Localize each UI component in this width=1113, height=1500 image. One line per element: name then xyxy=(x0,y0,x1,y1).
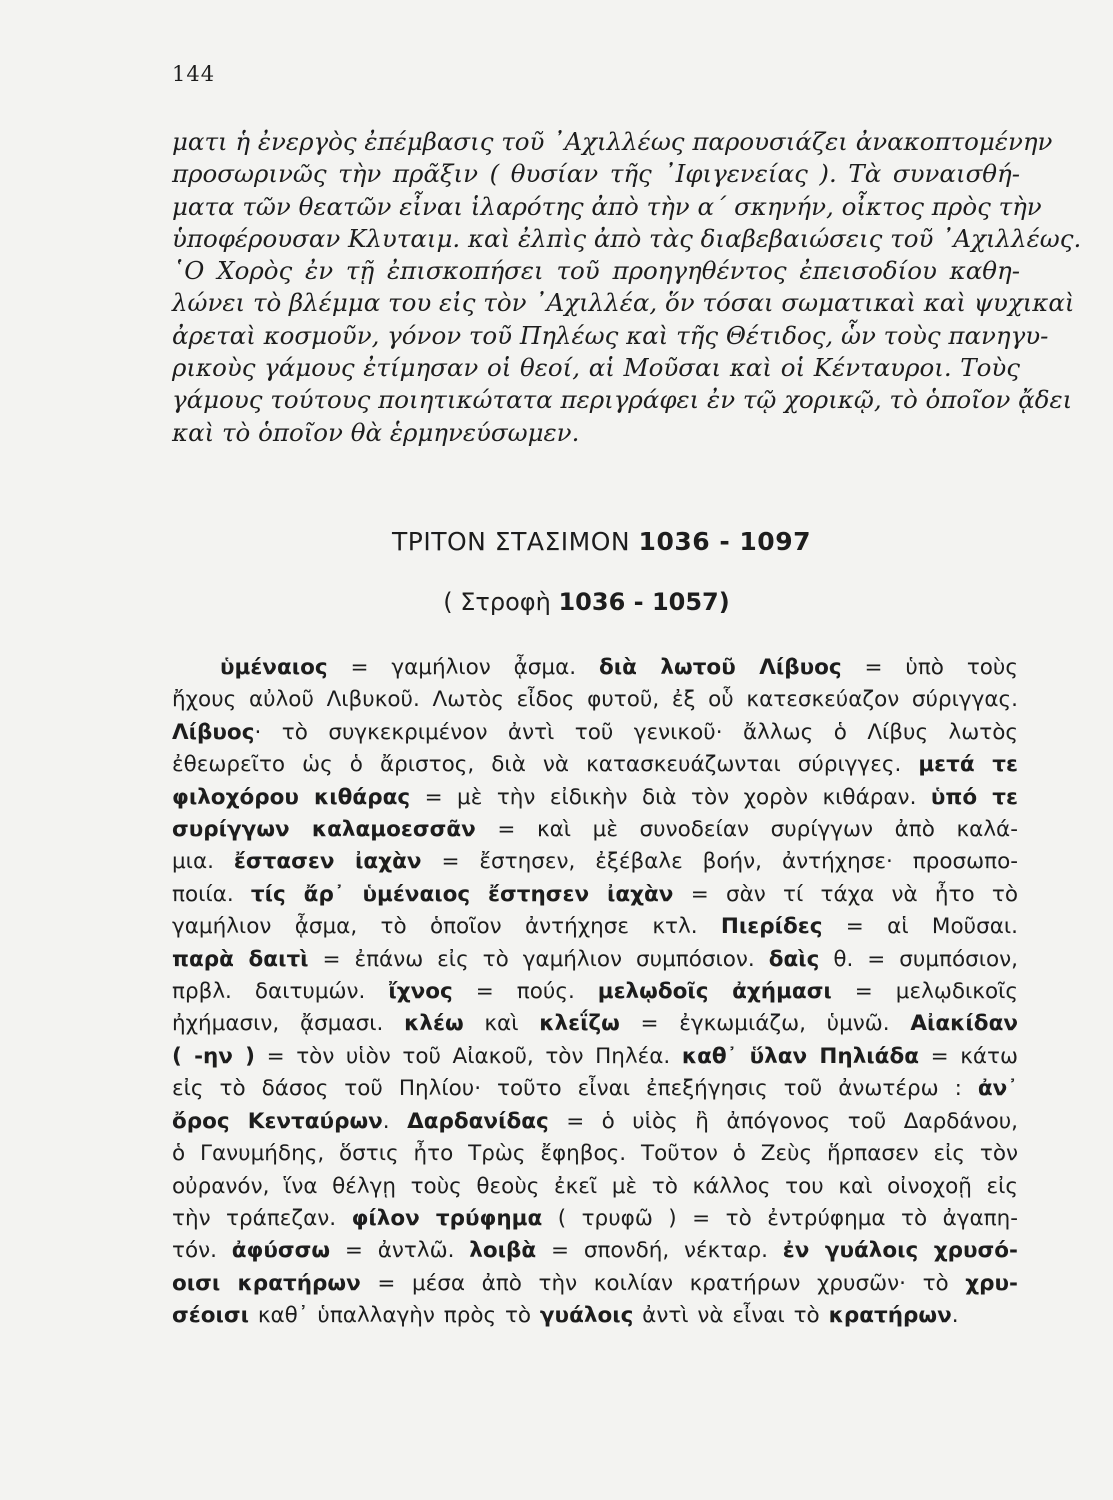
gloss-text: ( τρυφῶ ) = τὸ ἐντρύφημα τὸ ἀγαπη- xyxy=(542,1205,1018,1231)
commentary-line xyxy=(172,976,1018,1008)
commentary-line xyxy=(172,911,1018,943)
commentary-line xyxy=(172,1203,1018,1235)
commentary-line xyxy=(172,684,1018,716)
lemma: κλεΐζω xyxy=(539,1011,620,1037)
commentary-line xyxy=(172,1268,1018,1300)
gloss-text: τὴν τράπεζαν. xyxy=(172,1205,352,1231)
lemma: φίλον τρύφημα xyxy=(351,1205,543,1231)
lemma: Δαρδανίδας xyxy=(407,1108,549,1134)
gloss-text: = σπονδή, νέκταρ. xyxy=(536,1238,783,1264)
gloss-text: = σὰν τί τάχα νὰ ἦτο τὸ xyxy=(673,881,1018,907)
lemma: Αἰακίδαν xyxy=(910,1011,1018,1037)
intro-line: ρικοὺς γάμους ἐτίμησαν οἱ θεοί, αἱ Μοῦσαι καὶ οἱ Κένταυροι. Τοὺς xyxy=(172,353,1020,383)
lemma: χρυ- xyxy=(965,1270,1018,1296)
commentary-line xyxy=(172,652,1018,684)
lemma: Λίβυος xyxy=(172,719,255,745)
gloss-text: μια. xyxy=(172,849,234,875)
commentary-line xyxy=(172,1171,1018,1203)
lemma: μετά τε xyxy=(918,752,1018,778)
intro-line: προσωρινῶς τὴν πρᾶξιν ( θυσίαν τῆς ᾽Ιφιγενείας ). Τὰ συναισθή- xyxy=(172,159,1020,189)
commentary-line xyxy=(172,944,1018,976)
gloss-text: ἤχους αὐλοῦ Λιβυκοῦ. Λωτὸς εἶδος φυτοῦ, ἐξ οὗ κατεσκεύαζον σύριγγας. xyxy=(172,687,1018,713)
lemma: ὄρος Κενταύρων xyxy=(172,1108,383,1134)
lemma: σέοισι xyxy=(172,1303,249,1329)
section-heading-title: ΤΡΙΤΟΝ ΣΤΑΣΙΜΟΝ xyxy=(391,527,631,556)
gloss-text: = μὲ τὴν εἰδικὴν διὰ τὸν χορὸν κιθάραν. xyxy=(410,784,931,810)
intro-line: καὶ τὸ ὁποῖον θὰ ἑρμηνεύσωμεν. xyxy=(172,417,580,447)
lemma: ἴχνος xyxy=(388,979,453,1005)
gloss-text: ποιία. xyxy=(172,881,251,907)
gloss-text: . xyxy=(382,1108,408,1134)
gloss-text: ἠχήμασιν, ᾄσμασι. xyxy=(172,1011,405,1037)
gloss-text: εἰς τὸ δάσος τοῦ Πηλίου· τοῦτο εἶναι ἐπεξήγησις τοῦ ἀνωτέρω : xyxy=(172,1076,978,1102)
lemma: ἐν γυάλοις χρυσό- xyxy=(782,1238,1018,1264)
lemma: ἀν᾽ xyxy=(977,1076,1018,1102)
commentary-line xyxy=(172,879,1018,911)
gloss-text: ὁ Γανυμήδης, ὅστις ἦτο Τρὼς ἔφηβος. Τοῦτον ὁ Ζεὺς ἥρπασεν εἰς τὸν xyxy=(172,1141,1018,1167)
gloss-text: · τὸ συγκεκριμένον ἀντὶ τοῦ γενικοῦ· ἄλλως ὁ Λίβυς λωτὸς xyxy=(254,719,1018,745)
commentary-line xyxy=(172,717,1018,749)
gloss-text: = πούς. xyxy=(452,979,598,1005)
intro-paragraph xyxy=(172,126,1082,449)
section-subheading xyxy=(30,588,1113,616)
gloss-text: = κάτω xyxy=(919,1043,1018,1069)
lemma: καθ᾽ ὕλαν Πηλιάδα xyxy=(681,1043,919,1069)
lemma: ἔστασεν ἰαχὰν xyxy=(233,849,422,875)
gloss-text: = ὁ υἱὸς ἢ ἀπόγονος τοῦ Δαρδάνου, xyxy=(548,1108,1018,1134)
gloss-text: γαμήλιον ᾆσμα, τὸ ὁποῖον ἀντήχησε κτλ. xyxy=(172,914,721,940)
gloss-text: καὶ xyxy=(463,1011,540,1037)
gloss-text: ἀντὶ νὰ εἶναι τὸ xyxy=(633,1303,829,1329)
gloss-text: = ὑπὸ τοὺς xyxy=(841,655,1018,680)
commentary-line xyxy=(172,782,1018,814)
gloss-text: = μελῳδικοῖς xyxy=(831,979,1018,1005)
commentary-line xyxy=(172,1106,1018,1138)
gloss-text: οὐρανόν, ἵνα θέλγῃ τοὺς θεοὺς ἐκεῖ μὲ τὸ κάλλος του καὶ οἰνοχοῇ εἰς xyxy=(172,1173,1018,1199)
gloss-text: πρβλ. δαιτυμών. xyxy=(172,979,389,1005)
lemma: κλέω xyxy=(404,1011,464,1037)
intro-line: ἀρεταὶ κοσμοῦν, γόνον τοῦ Πηλέως καὶ τῆς Θέτιδος, ὧν τοὺς πανηγυ- xyxy=(172,320,1049,350)
gloss-text: καθ᾽ ὑπαλλαγὴν πρὸς τὸ xyxy=(248,1303,540,1329)
lemma: κρατήρων xyxy=(828,1303,952,1329)
section-heading-range: 1036 - 1097 xyxy=(638,527,811,556)
lemma: λοιβὰ xyxy=(469,1238,537,1264)
commentary-line xyxy=(172,1138,1018,1170)
gloss-text: τόν. xyxy=(172,1238,232,1264)
section-heading xyxy=(45,527,1113,556)
gloss-text: = καὶ μὲ συνοδείαν συρίγγων ἀπὸ καλά- xyxy=(475,817,1018,843)
lemma: συρίγγων καλαμοεσσᾶν xyxy=(172,817,476,843)
gloss-text: θ. = συμπόσιον, xyxy=(819,946,1018,972)
lemma: ( -ην ) xyxy=(172,1043,256,1069)
subheading-range: 1036 - 1057) xyxy=(558,588,730,616)
intro-line: γάμους τούτους ποιητικώτατα περιγράφει ἐν τῷ χορικῷ, τὸ ὁποῖον ᾄδει xyxy=(172,385,1073,415)
lemma: διὰ λωτοῦ Λίβυος xyxy=(598,655,842,680)
gloss-text: ἐθεωρεῖτο ὡς ὁ ἄριστος, διὰ νὰ κατασκευάζωνται σύριγγες. xyxy=(172,752,919,778)
intro-line: ματα τῶν θεατῶν εἶναι ἱλαρότης ἀπὸ τὴν α΄ σκηνήν, οἶκτος πρὸς τὴν xyxy=(172,191,1042,221)
intro-line: ῾Ο Χορὸς ἐν τῇ ἐπισκοπήσει τοῦ προηγηθέντος ἐπεισοδίου καθη- xyxy=(172,256,1020,286)
gloss-text: = αἱ Μοῦσαι. xyxy=(822,914,1018,940)
subheading-label: ( Στροφὴ xyxy=(443,588,551,616)
lemma: φιλοχόρου κιθάρας xyxy=(172,784,411,810)
page-number: 144 xyxy=(172,62,216,86)
commentary-line xyxy=(172,846,1018,878)
commentary-line xyxy=(172,1041,1018,1073)
lemma: Πιερίδες xyxy=(720,914,823,940)
commentary-line xyxy=(172,814,1018,846)
intro-line: ματι ἡ ἐνεργὸς ἐπέμβασις τοῦ ᾽Αχιλλέως παρουσιάζει ἀνακοπτομένην xyxy=(172,127,1053,156)
gloss-text: . xyxy=(951,1303,959,1329)
lemma: γυάλοις xyxy=(539,1303,634,1329)
lemma: ὑμέναιος xyxy=(220,655,328,680)
lemma: παρὰ δαιτὶ xyxy=(172,946,309,972)
gloss-text: = ἔστησεν, ἐξέβαλε βοήν, ἀντήχησε· προσωπο- xyxy=(421,849,1019,875)
gloss-text: = ἐπάνω εἰς τὸ γαμήλιον συμπόσιον. xyxy=(308,946,769,972)
lemma: τίς ἄρ᾽ ὑμέναιος ἔστησεν ἰαχὰν xyxy=(250,881,674,907)
intro-line: ὑποφέρουσαν Κλυταιμ. καὶ ἐλπὶς ἀπὸ τὰς διαβεβαιώσεις τοῦ ᾽Αχιλλέως. xyxy=(172,223,1082,253)
lemma: μελῳδοῖς ἀχήμασι xyxy=(597,979,832,1005)
lemma: ὑπό τε xyxy=(930,784,1018,810)
commentary-line xyxy=(172,1235,1018,1267)
lemma: ἀφύσσω xyxy=(231,1238,331,1264)
intro-line: λώνει τὸ βλέμμα του εἰς τὸν ᾽Αχιλλέα, ὅν τόσαι σωματικαὶ καὶ ψυχικαὶ xyxy=(172,288,1075,318)
commentary-line xyxy=(172,749,1018,781)
commentary-line xyxy=(172,1073,1018,1105)
gloss-text: = τὸν υἱὸν τοῦ Αἰακοῦ, τὸν Πηλέα. xyxy=(255,1043,682,1069)
lemma: οισι κρατήρων xyxy=(172,1270,361,1296)
gloss-text: = ἐγκωμιάζω, ὑμνῶ. xyxy=(619,1011,911,1037)
gloss-text: = ἀντλῶ. xyxy=(330,1238,470,1264)
commentary-block xyxy=(172,652,1018,1333)
commentary-line xyxy=(172,1008,1018,1040)
gloss-text: = γαμήλιον ᾆσμα. xyxy=(327,655,599,680)
lemma: δαὶς xyxy=(768,946,820,972)
commentary-line xyxy=(172,1300,1018,1332)
gloss-text: = μέσα ἀπὸ τὴν κοιλίαν κρατήρων χρυσῶν· τὸ xyxy=(360,1270,966,1296)
